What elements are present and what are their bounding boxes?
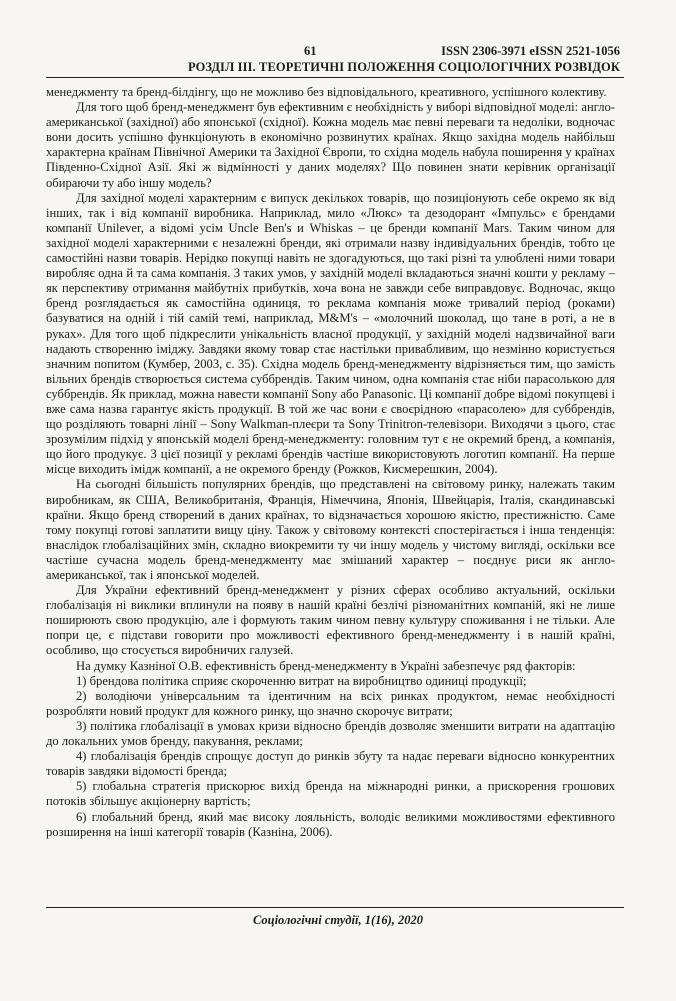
- paragraph: Для України ефективний бренд-менеджмент у різних сферах особливо актуальний, оскільки глобалізація ні виклики вплинули на появу в нашій країні безлічі різноманітних компаній, які не лише поширюють свою продукцію, але і формують таким чином певну культуру споживання і не тільки. Але попри це, є підстави говорити про можливості ефективного бренд-менеджменту і в нашій країні, особливо, що стосується виробничих галузей.: [46, 583, 615, 658]
- section-title: РОЗДІЛ ІІІ. ТЕОРЕТИЧНІ ПОЛОЖЕННЯ СОЦІОЛОГІЧНИХ РОЗВІДОК: [187, 60, 620, 74]
- paragraph: Для західної моделі характерним є випуск декількох товарів, що позиціонують себе окремо як від інших, так і від компанії виробника. Наприклад, мило «Люкс» та дезодорант «Імпульс» є брендами компанії Unilever, а відомі усім Uncle Ben's и Whiskas – це бренди компанії Mars. Таким чином для західної моделі характерними є незалежні бренди, які отримали назву індивідуальних брендів, тобто це самостійні назви товарів. Нерідко покупці навіть не здогадуються, що такі різні та улюблені ними товари виробляє одна й та сама компанія. З таких умов, у західній моделі вкладаються значні кошти у рекламу – як перспективу отримання майбутніх прибутків, хоча вона не завжди себе виправдовує. Водночас, якщо бренд розглядається як самостійна одиниця, то реклама компанія може тривалий період (роками) базуватися на одній і тій самій темі, наприклад, M&M's – «молочний шоколад, що тане в роті, а не в руках». Для того щоб підкреслити унікальність власної продукції, у західній моделі надзвичайної ваги надають створенню іміджу. Завдяки якому товар стає настільки привабливим, що незмінно користується значним попитом (Кумбер, 2003, с. 35). Східна модель бренд-менеджменту відрізняється тим, що замість вільних брендів створюється система суббрендів. Таким чином, одна компанія стає ніби парасолькою для суббрендів. Як приклад, можна навести компанії Sony або Panasonic. Ці компанії добре відомі покупцеві і вже сама назва гарантує якість продукції. В той же час вони є своєрідною «парасолею» для суббрендів, що розділяють товарні лінії – Sony Walkman-плеєри та Sony Trinitron-телевізори. Виходячи з цього, стає зрозумілим підхід у японській моделі бренд-менеджменту: головним тут є не окремий бренд, а компанія, що його продукує. З цієї позиції у рекламі брендів частіше використовують логотип компанії. На перше місце виходить імідж компанії, а не окремого бренду (Рожков, Кисмерешкин, 2004).: [46, 190, 615, 477]
- list-item: 6) глобальний бренд, який має високу лояльність, володіє великими можливостями ефективного розширення на інші категорії товарів (Казніна, 2006).: [46, 809, 615, 839]
- paragraph: На думку Казніної О.В. ефективність бренд-менеджменту в Україні забезпечує ряд факторів:: [76, 658, 576, 673]
- list-item: 2) володіючи універсальним та ідентичним на всіх ринках продуктом, немає необхідності розробляти новий продукт для кожного ринку, що значно скорочує витрати;: [46, 688, 615, 718]
- footer-rule: [46, 907, 624, 908]
- header-rule: [46, 77, 624, 78]
- journal-footer: Соціологічні студії, 1(16), 2020: [252, 913, 424, 927]
- running-header: [52, 44, 620, 60]
- list-item: 5) глобальна стратегія прискорює вихід бренда на міжнародні ринки, а прискорення грошових потоків збільшує акціонерну вартість;: [46, 779, 615, 809]
- issn-label: ISSN 2306-3971 eISSN 2521-1056: [441, 44, 620, 58]
- list-item: 3) політика глобалізації в умовах кризи відносно брендів дозволяє зменшити витрати на адаптацію до локальних умов бренду, пакування, реклами;: [46, 718, 615, 749]
- list-item: 1) брендова політика сприяє скороченню витрат на виробництво одиниці продукції;: [76, 673, 527, 688]
- paragraph: менеджменту та бренд-білдінгу, що не можливо без відповідального, креативного, успішного колективу.: [46, 85, 607, 99]
- paragraph: Для того щоб бренд-менеджмент був ефективним є необхідність у виборі відповідної моделі: англо-американської (західної) або японської (східної). Кожна модель має певні переваги та недоліки, водночас вони досить успішно функціонують в економічно розвинутих країнах. Якщо західна модель найбільш характерна країнам Північної Америки та Західної Європи, то східна модель набула поширення у країнах Південно-Східної Азії. Які ж відмінності у даних моделях? Що повинен знати керівник організації обираючи ту або іншу модель?: [46, 100, 615, 190]
- list-item: 4) глобалізація брендів спрощує доступ до ринків збуту та надає переваги відносно конкурентних товарів завдяки відомості бренда;: [46, 749, 615, 779]
- page-number: 61: [304, 44, 317, 58]
- paragraph: На сьогодні більшість популярних брендів, що представлені на світовому ринку, належать таким виробникам, як США, Великобританія, Франція, Німеччина, Японія, Швейцарія, Італія, скандинавські країни. Якщо бренд створений в даних країнах, то відзначається хорошою якістю, престижністю. Саме тому покупці готові заплатити вищу ціну. Також у світовому контексті спостерігається і інша тенденція: внаслідок глобалізаційних змін, складно виокремити ту чи іншу модель у чистому вигляді, оскільки все частіше сучасна модель бренд-менеджменту має змішаний характер – поєднує риси як англо-американської, так і японської моделей.: [46, 477, 615, 582]
- article-body: [46, 85, 615, 840]
